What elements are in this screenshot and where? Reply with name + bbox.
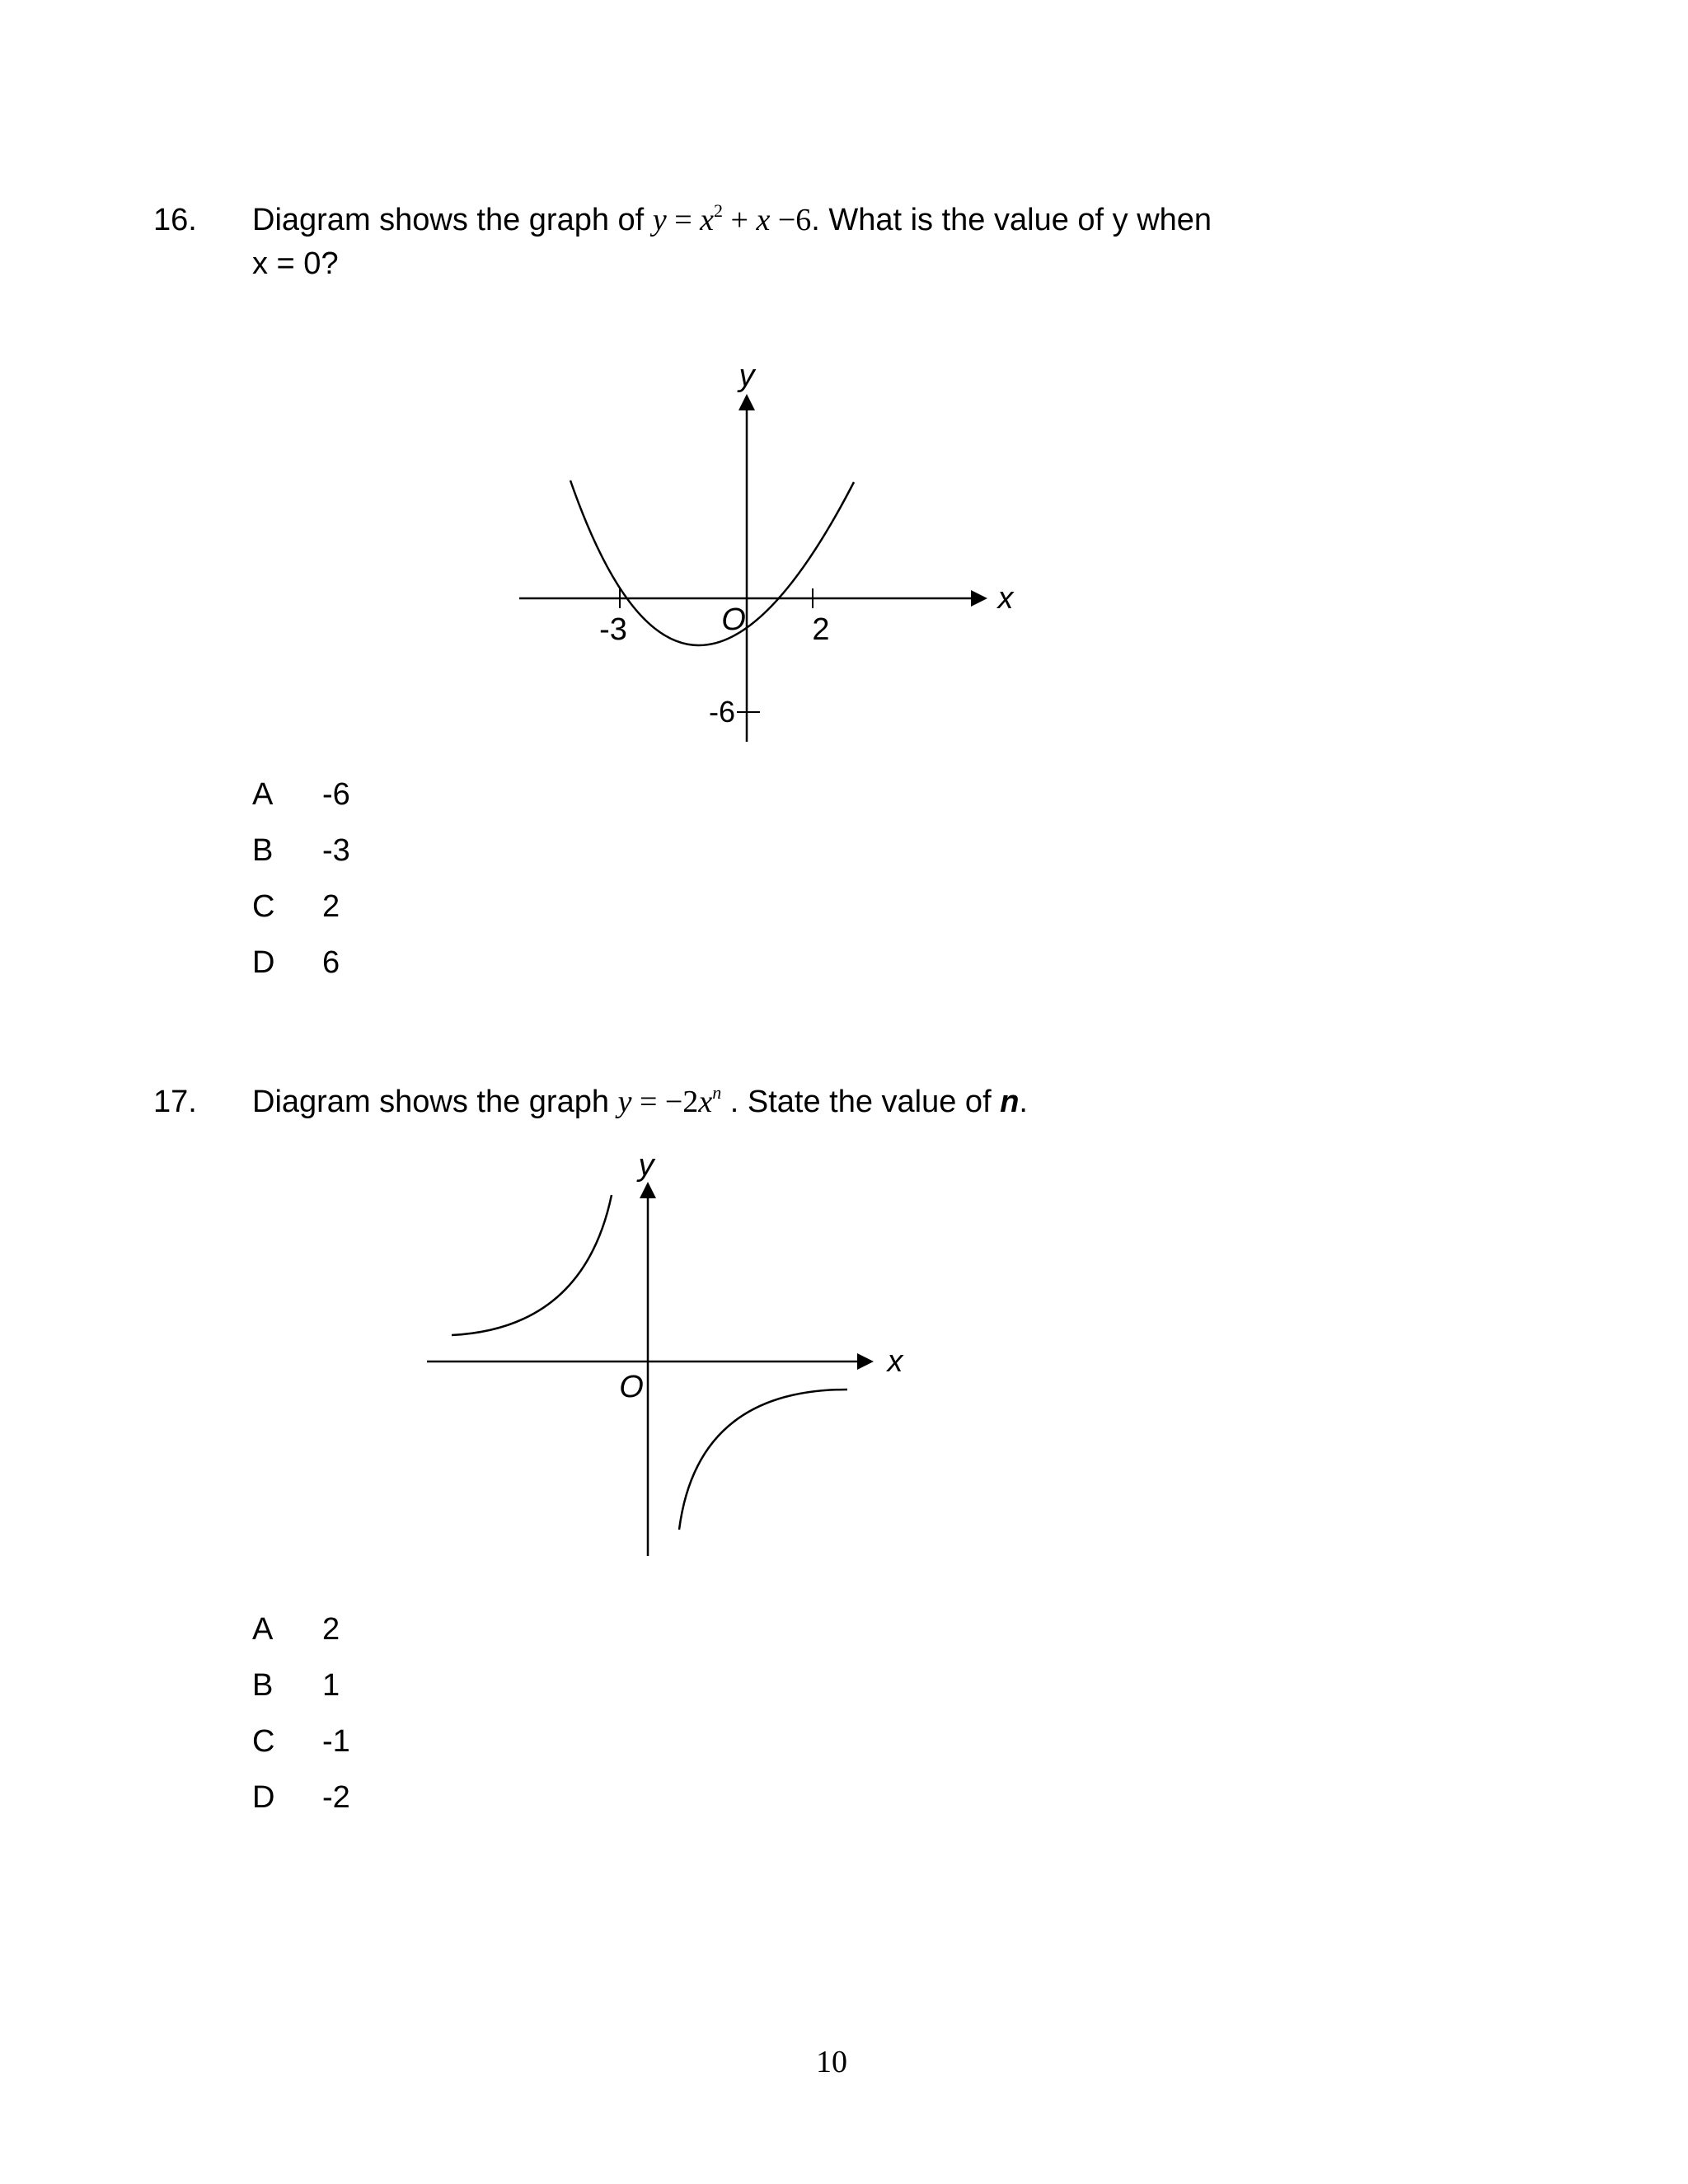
hyperbola-branch-upper-left	[452, 1195, 612, 1335]
question-16-text	[252, 202, 1212, 238]
y-intercept-label: -6	[708, 695, 736, 729]
origin-label: O	[619, 1370, 644, 1404]
x-axis-label: x	[997, 581, 1014, 616]
root-right-label: 2	[812, 612, 830, 647]
x-axis-arrow-icon	[857, 1353, 874, 1370]
y-axis-arrow-icon	[738, 394, 755, 410]
root-left-label: -3	[599, 612, 627, 647]
question-17-bold-variable: n	[1000, 1085, 1020, 1119]
question-16-text-line2: x = 0?	[252, 246, 339, 281]
question-16-equation: $y = x^2 + x -6$	[652, 200, 812, 237]
y-axis-label: y	[638, 1148, 654, 1183]
question-16-text-after: . What is the value of y when	[811, 203, 1212, 237]
question-16-text-before: Diagram shows the graph of	[252, 203, 645, 237]
question-17-text: Diagram shows the graph $y = -2x^n$ . State the value of n.	[252, 1082, 1028, 1119]
hyperbola-branch-lower-right	[679, 1390, 847, 1530]
y-axis-arrow-icon	[640, 1182, 656, 1198]
question-17-equation: $y = -2x^n$	[617, 1082, 722, 1119]
page-number: 10	[816, 2045, 847, 2079]
question-17-text-before: Diagram shows the graph	[252, 1085, 609, 1119]
x-axis-arrow-icon	[971, 590, 987, 607]
question-17-number: 17.	[153, 1085, 197, 1119]
question-17-graph	[412, 1146, 940, 1574]
x-axis-label: x	[887, 1344, 903, 1379]
question-16-number: 16.	[153, 203, 197, 237]
origin-label: O	[721, 602, 746, 637]
question-16-graph	[495, 346, 1039, 742]
y-axis-label: y	[738, 359, 755, 393]
question-17-text-after: . State the value of	[729, 1085, 992, 1119]
